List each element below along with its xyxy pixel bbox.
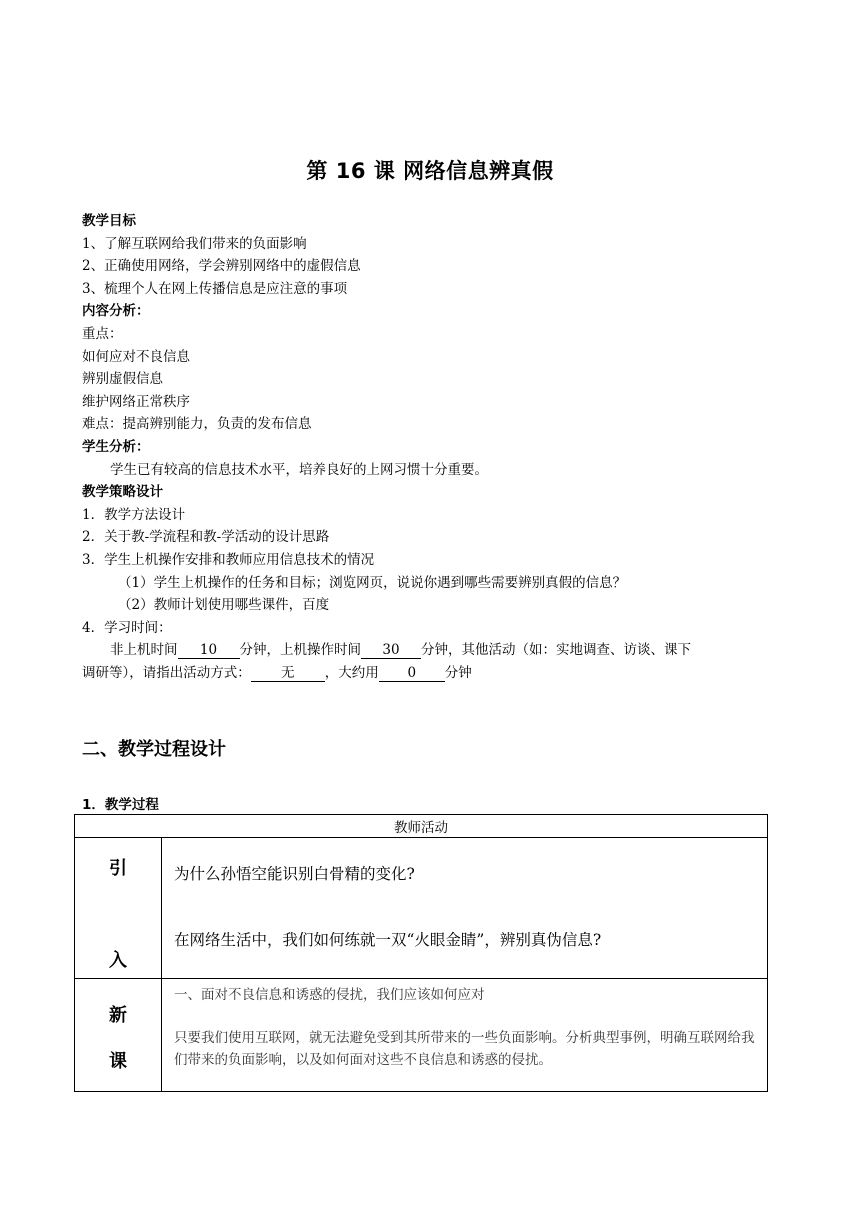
strategy-item: 2．关于教-学流程和教-学活动的设计思路 bbox=[82, 529, 330, 546]
study-time-heading: 4．学习时间： bbox=[82, 619, 172, 636]
intro-label-char: 引 bbox=[109, 858, 127, 879]
intro-label-char: 入 bbox=[109, 950, 127, 971]
objectives-heading: 教学目标 bbox=[82, 213, 136, 229]
process-label: 1．教学过程 bbox=[82, 797, 159, 813]
strategy-subitem: （1）学生上机操作的任务和目标；浏览网页，说说你遇到哪些需要辨别真假的信息？ bbox=[118, 574, 627, 591]
new-lesson-label-char: 新 bbox=[109, 1005, 127, 1026]
new-lesson-label-cell bbox=[75, 979, 162, 1092]
activity-method-label: 调研等），请指出活动方式： bbox=[82, 664, 251, 681]
intro-label-cell bbox=[75, 838, 162, 979]
online-time-label: 分钟，上机操作时间 bbox=[239, 642, 361, 659]
minutes-label: 分钟 bbox=[444, 664, 472, 681]
lesson-title: 第 16 课 网络信息辨真假 bbox=[306, 159, 554, 183]
student-analysis-heading: 学生分析： bbox=[82, 438, 150, 455]
study-time-line-1 bbox=[82, 639, 782, 662]
study-time-line-2 bbox=[82, 662, 782, 685]
section-2-title: 二、教学过程设计 bbox=[82, 739, 226, 760]
activity-method-value: 无 bbox=[251, 665, 325, 682]
objective-item: 2、正确使用网络，学会辨别网络中的虚假信息 bbox=[82, 258, 361, 275]
objective-item: 3、梳理个人在网上传播信息是应注意的事项 bbox=[82, 280, 348, 297]
table-row bbox=[75, 979, 768, 1092]
intro-question-1: 为什么孙悟空能识别白骨精的变化? bbox=[174, 865, 415, 883]
other-activity-label: 分钟，其他活动（如：实地调查、访谈、课下 bbox=[421, 642, 691, 659]
intro-content-cell bbox=[162, 838, 768, 979]
strategy-heading: 教学策略设计 bbox=[82, 484, 163, 501]
offline-time-label: 非上机时间 bbox=[110, 642, 178, 659]
activity-time-value: 0 bbox=[379, 665, 445, 682]
objective-item: 1、了解互联网给我们带来的负面影响 bbox=[82, 235, 307, 252]
difficulty-text: 难点：提高辨别能力，负责的发布信息 bbox=[82, 416, 312, 433]
student-analysis-text: 学生已有较高的信息技术水平，培养良好的上网习惯十分重要。 bbox=[110, 461, 488, 478]
new-lesson-heading: 一、面对不良信息和诱惑的侵扰，我们应该如何应对 bbox=[174, 987, 485, 1003]
key-point-item: 辨别虚假信息 bbox=[82, 371, 163, 388]
key-point-item: 如何应对不良信息 bbox=[82, 348, 190, 365]
new-lesson-content-cell bbox=[162, 979, 768, 1092]
table-row bbox=[75, 838, 768, 979]
new-lesson-label-char: 课 bbox=[109, 1051, 127, 1072]
strategy-subitem: （2）教师计划使用哪些课件，百度 bbox=[118, 597, 330, 614]
teacher-activity-header: 教师活动 bbox=[75, 815, 768, 838]
content-analysis-heading: 内容分析： bbox=[82, 303, 150, 320]
intro-question-2: 在网络生活中，我们如何练就一双“火眼金睛”，辨别真伪信息? bbox=[174, 931, 602, 949]
key-point-item: 维护网络正常秩序 bbox=[82, 393, 190, 410]
offline-time-value: 10 bbox=[178, 642, 240, 659]
strategy-item: 3．学生上机操作安排和教师应用信息技术的情况 bbox=[82, 551, 375, 568]
lesson-plan-body bbox=[82, 210, 782, 684]
key-points-label: 重点： bbox=[82, 325, 123, 342]
about-label: ，大约用 bbox=[324, 664, 379, 681]
strategy-item: 1．教学方法设计 bbox=[82, 506, 186, 523]
teaching-process-table bbox=[74, 814, 768, 1092]
new-lesson-text: 只要我们使用互联网，就无法避免受到其所带来的一些负面影响。分析典型事例，明确互联网给我们带来的负面影响，以及如何面对这些不良信息和诱惑的侵扰。 bbox=[174, 1030, 755, 1068]
online-time-value: 30 bbox=[361, 642, 421, 659]
